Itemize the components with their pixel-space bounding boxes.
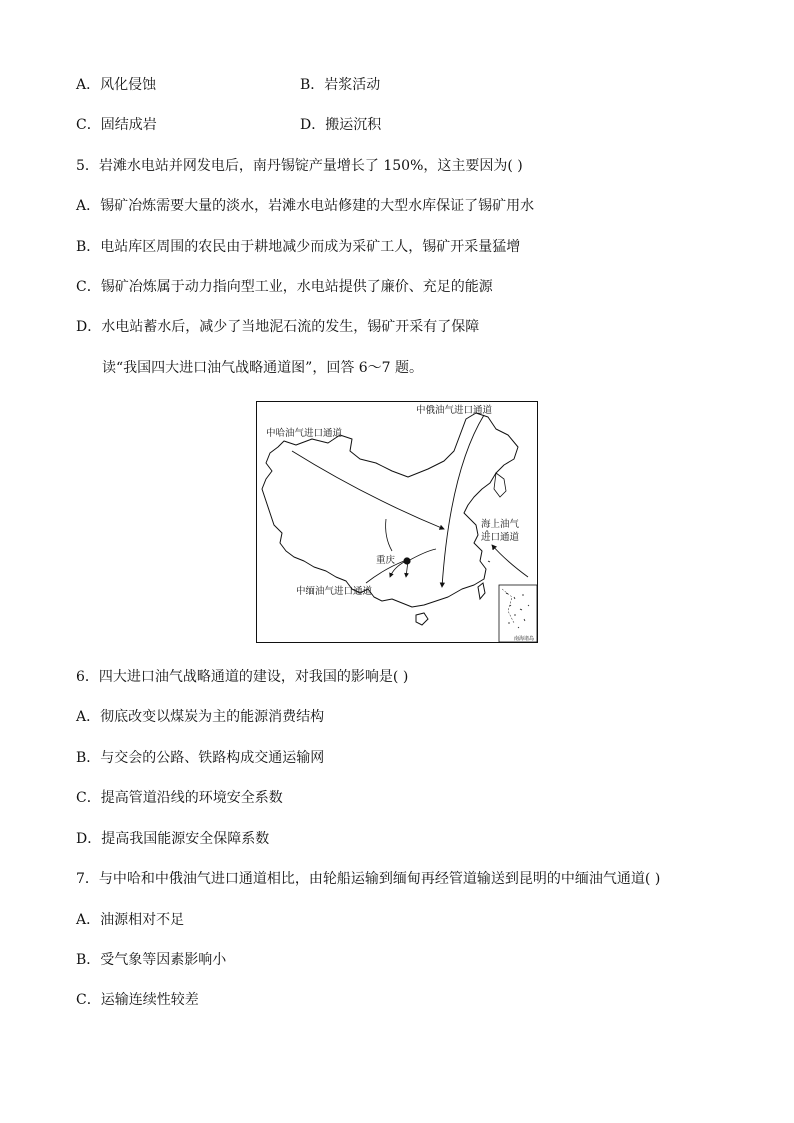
label-haishang-2: 进口通道: [481, 532, 520, 543]
q5-option-c: C．锡矿冶炼属于动力指向型工业，水电站提供了廉价、充足的能源: [76, 279, 493, 295]
q7-option-a: A．油源相对不足: [76, 912, 185, 928]
q5-option-b: B．电站库区周围的农民由于耕地减少而成为采矿工人，锡矿开采量猛增: [76, 239, 521, 255]
map-intro: 读“我国四大进口油气战略通道图”，回答 6～7 题。: [102, 360, 424, 376]
q4-option-b: B．岩浆活动: [300, 77, 381, 93]
q4-option-c: C．固结成岩: [76, 117, 157, 133]
label-zhonge: 中俄油气进口通道: [416, 405, 493, 416]
oil-gas-corridor-map: [256, 401, 538, 643]
q6-option-c: C．提高管道沿线的环境安全系数: [76, 790, 283, 806]
q7-option-c: C．运输连续性较差: [76, 992, 199, 1008]
label-zhongmian: 中缅油气进口通道: [296, 586, 373, 597]
south-china-sea-inset: [499, 585, 537, 642]
q4-option-a: A．风化侵蚀: [76, 77, 157, 93]
label-chongqing: 重庆: [376, 555, 396, 566]
q6-option-d: D．提高我国能源安全保障系数: [76, 831, 270, 847]
inset-label: 南海诸岛: [514, 636, 535, 642]
q5-option-d: D．水电站蓄水后，减少了当地泥石流的发生，锡矿开采有了保障: [76, 319, 480, 335]
q6-option-a: A．彻底改变以煤炭为主的能源消费结构: [76, 709, 325, 725]
q6-option-b: B．与交会的公路、铁路构成交通运输网: [76, 750, 325, 766]
q4-option-d: D．搬运沉积: [300, 117, 382, 133]
q7-option-b: B．受气象等因素影响小: [76, 952, 227, 968]
label-haishang-1: 海上油气: [481, 519, 520, 530]
chongqing-marker: [403, 557, 410, 564]
q5-stem: 5．岩滩水电站并网发电后，南丹锡锭产量增长了 150%，这主要因为( ): [76, 158, 523, 174]
q7-stem: 7．与中哈和中俄油气进口通道相比，由轮船运输到缅甸再经管道输送到昆明的中缅油气通道( ): [76, 871, 661, 887]
q6-stem: 6．四大进口油气战略通道的建设，对我国的影响是( ): [76, 669, 409, 685]
label-zhongha: 中哈油气进口通道: [266, 428, 343, 439]
q5-option-a: A．锡矿冶炼需要大量的淡水，岩滩水电站修建的大型水库保证了锡矿用水: [76, 198, 535, 214]
